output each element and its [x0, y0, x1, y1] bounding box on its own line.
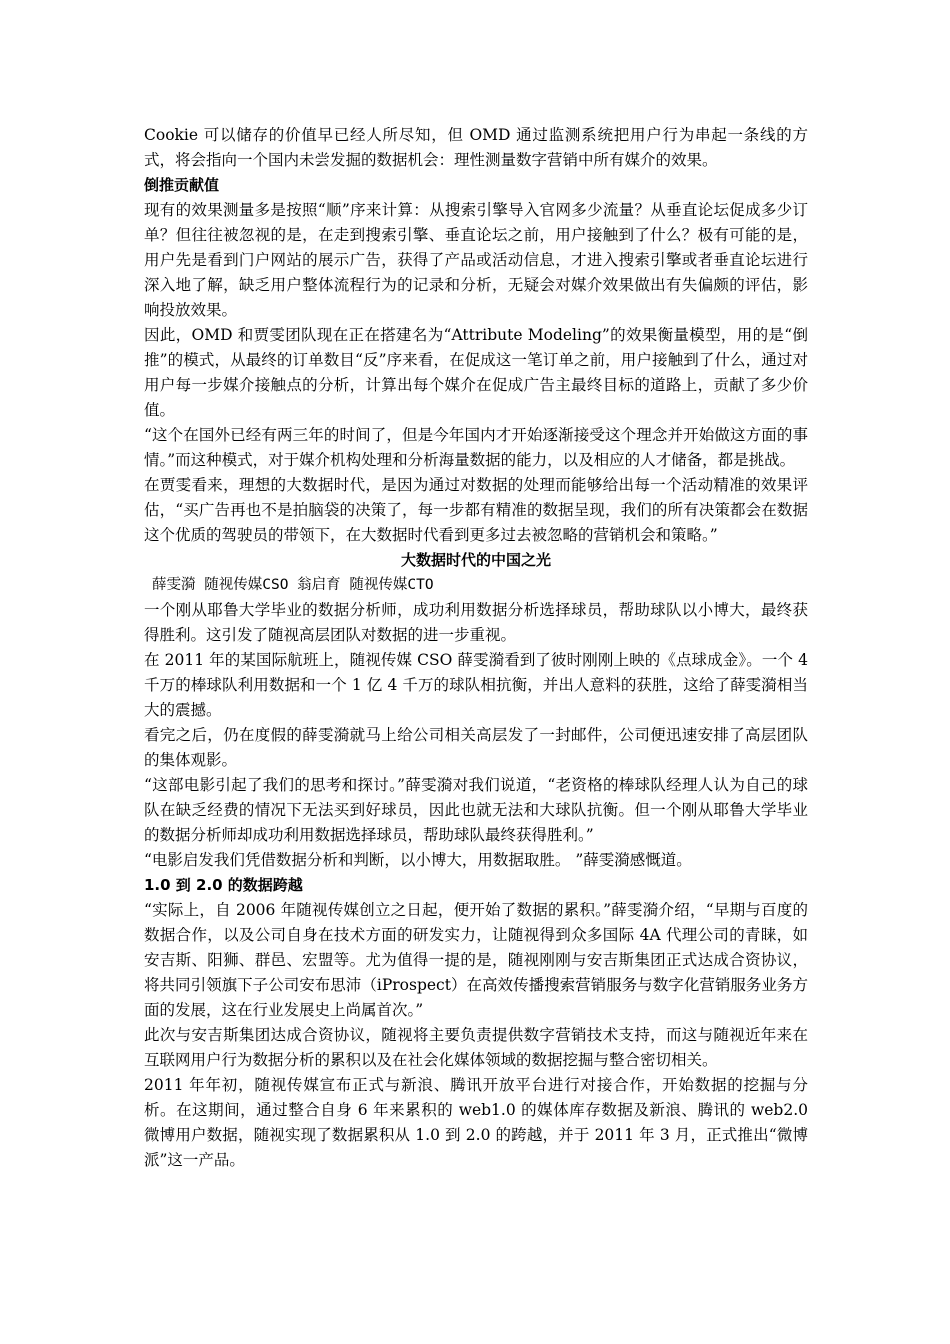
section-title: 大数据时代的中国之光 — [400, 551, 551, 569]
paragraph-movie-quote: “这部电影引起了我们的思考和探讨。”薛雯漪对我们说道，“老资格的棒球队经理人认为自己的球队在缺乏经费的情况下无法买到好球员，因此也就无法和大球队抗衡。但一个刚从耶鲁大学毕业的数据分析师却成功利用数据选择球员，帮助球队最终获得胜利。” — [144, 776, 808, 844]
paragraph-weibo-pie: 2011 年年初，随视传媒宣布正式与新浪、腾讯开放平台进行对接合作，开始数据的挖掘与分析。在这期间，通过整合自身 6 年来累积的 web1.0 的媒体库存数据及新浪、腾讯的 web2.0 微博用户数据，随视实现了数据累积从 1.0 到 2.0 的跨越，并于 2011 年 3 月，正式推出“微博派”这一产品。 — [144, 1076, 808, 1169]
paragraph-email: 看完之后，仍在度假的薛雯漪就马上给公司相关高层发了一封邮件，公司便迅速安排了高层团队的集体观影。 — [144, 726, 808, 769]
paragraph-cookie: Cookie 可以储存的价值早已经人所尽知，但 OMD 通过监测系统把用户行为串起一条线的方式，将会指向一个国内未尝发掘的数据机会：理性测量数字营销中所有媒介的效果。 — [144, 126, 808, 169]
paragraph-data-accumulation: “实际上，自 2006 年随视传媒创立之日起，便开始了数据的累积。”薛雯漪介绍，“早期与百度的数据合作，以及公司自身在技术方面的研发实力，让随视得到众多国际 4A 代理公司的青睐，如安吉斯、阳狮、群邑、宏盟等。尤为值得一提的是，随视刚刚与安吉斯集团正式达成合资协议，将共同引领旗下子公司安布思沛（iProspect）在高效传播搜索营销服务与数字化营销服务业务方面的发展，这在行业发展史上尚属首次。” — [144, 901, 808, 1019]
paragraph-quote-overseas: “这个在国外已经有两三年的时间了，但是今年国内才开始逐渐接受这个理念并开始做这方面的事情。”而这种模式，对于媒介机构处理和分析海量数据的能力，以及相应的人才储备，都是挑战。 — [144, 426, 808, 469]
paragraph-moneyball: 在 2011 年的某国际航班上，随视传媒 CSO 薛雯漪看到了彼时刚刚上映的《点球成金》。一个 4 千万的棒球队利用数据和一个 1 亿 4 千万的球队相抗衡，并出人意料的获胜，这给了薛雯漪相当大的震撼。 — [144, 651, 808, 719]
paragraph-yale-analyst: 一个刚从耶鲁大学毕业的数据分析师，成功利用数据分析选择球员，帮助球队以小博大，最终获得胜利。这引发了随视高层团队对数据的进一步重视。 — [144, 601, 808, 644]
paragraph-effect-measurement: 现有的效果测量多是按照“顺”序来计算：从搜索引擎导入官网多少流量？从垂直论坛促成多少订单？但往往被忽视的是，在走到搜索引擎、垂直论坛之前，用户接触到了什么？极有可能的是，用户先是看到门户网站的展示广告，获得了产品或活动信息，才进入搜索引擎或者垂直论坛进行深入地了解，缺乏用户整体流程行为的记录和分析，无疑会对媒介效果做出有失偏颇的评估，影响投放效果。 — [144, 201, 808, 319]
paragraph-big-data-era: 在贾雯看来，理想的大数据时代，是因为通过对数据的处理而能够给出每一个活动精准的效果评估，“买广告再也不是拍脑袋的决策了，每一步都有精准的数据呈现，我们的所有决策都会在数据这个优质的驾驶员的带领下，在大数据时代看到更多过去被忽略的营销机会和策略。” — [144, 476, 808, 544]
paragraph-joint-venture: 此次与安吉斯集团达成合资协议，随视将主要负责提供数字营销技术支持，而这与随视近年来在互联网用户行为数据分析的累积以及在社会化媒体领域的数据挖掘与整合密切相关。 — [144, 1026, 808, 1069]
heading-data-leap: 1.0 到 2.0 的数据跨越 — [144, 876, 303, 894]
document-body — [144, 123, 808, 1173]
byline: 薛雯漪 随视传媒CSO 翁启育 随视传媒CTO — [152, 577, 434, 593]
paragraph-attribute-modeling: 因此，OMD 和贾雯团队现在正在搭建名为“Attribute Modeling”的效果衡量模型，用的是“倒推”的模式，从最终的订单数目“反”序来看，在促成这一笔订单之前，用户接触到了什么，通过对用户每一步媒介接触点的分析，计算出每个媒介在促成广告主最终目标的道路上，贡献了多少价值。 — [144, 326, 808, 419]
paragraph-inspiration: “电影启发我们凭借数据分析和判断，以小博大，用数据取胜。 ”薛雯漪感慨道。 — [144, 851, 692, 869]
heading-reverse-contribution: 倒推贡献值 — [144, 176, 220, 194]
